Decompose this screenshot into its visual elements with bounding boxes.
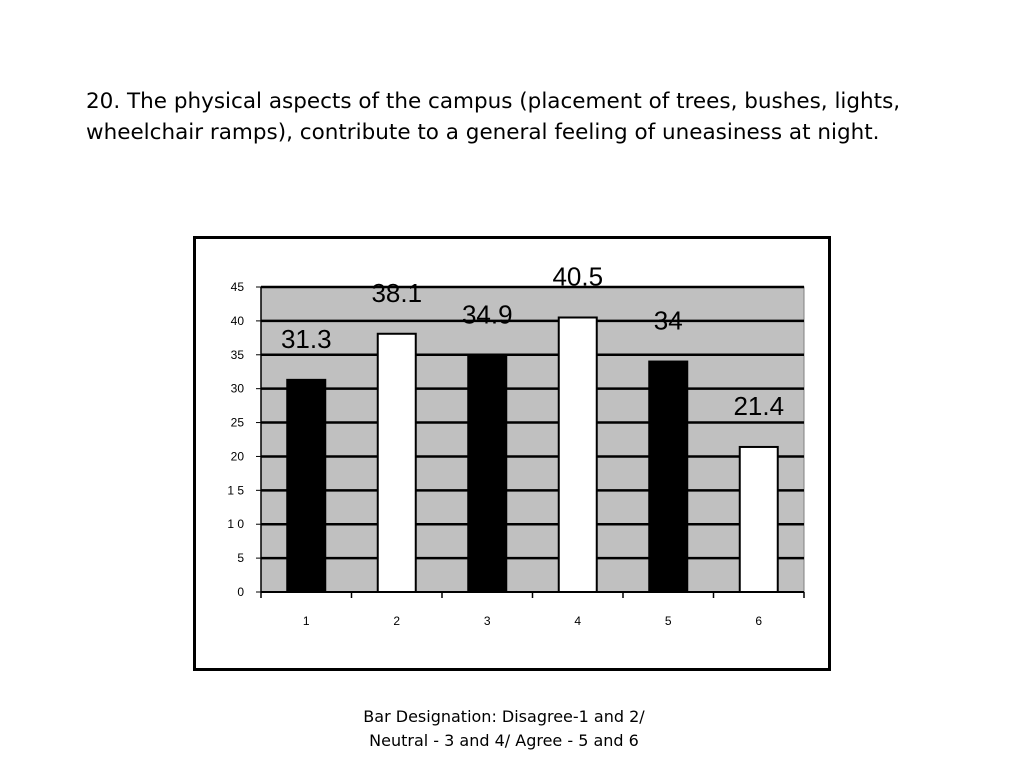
- chart-frame: [193, 236, 831, 671]
- x-tick-label: 3: [483, 614, 491, 628]
- y-tick-label: 40: [230, 313, 244, 328]
- x-tick-label: 4: [574, 614, 582, 628]
- y-tick-label: 25: [230, 415, 244, 430]
- slide-title: 20. The physical aspects of the campus (placement of trees, bushes, lights, wheelchair ramps), contribute to a general feeling of uneasiness at night.: [86, 89, 901, 145]
- y-tick-label: 0: [237, 585, 244, 599]
- bar: [559, 318, 597, 593]
- y-tick-label: 20: [230, 449, 244, 464]
- data-label: 34: [653, 305, 683, 336]
- data-label: 38.1: [371, 277, 423, 308]
- bar: [468, 355, 506, 592]
- y-tick-label: 1 5: [227, 483, 244, 498]
- x-tick-label: 5: [664, 614, 672, 628]
- data-label: 21.4: [733, 390, 785, 421]
- bar-chart: [196, 239, 828, 668]
- y-tick-label: 45: [230, 280, 244, 294]
- x-tick-label: 2: [393, 614, 401, 628]
- bar-designation-caption: Bar Designation: Disagree-1 and 2/ Neutral - 3 and 4/ Agree - 5 and 6: [363, 707, 645, 750]
- bar: [649, 362, 687, 592]
- x-tick-label: 1: [302, 614, 310, 628]
- bar: [287, 380, 325, 592]
- y-tick-label: 1 0: [227, 517, 244, 532]
- data-label: 40.5: [552, 261, 604, 292]
- bar: [740, 447, 778, 592]
- y-tick-label: 35: [230, 347, 244, 362]
- data-label: 31.3: [280, 323, 332, 354]
- y-tick-label: 30: [230, 381, 244, 396]
- plot-area: [261, 287, 804, 592]
- data-label: 34.9: [461, 299, 513, 330]
- bar: [378, 334, 416, 592]
- x-tick-label: 6: [755, 614, 763, 628]
- y-tick-label: 5: [237, 551, 244, 566]
